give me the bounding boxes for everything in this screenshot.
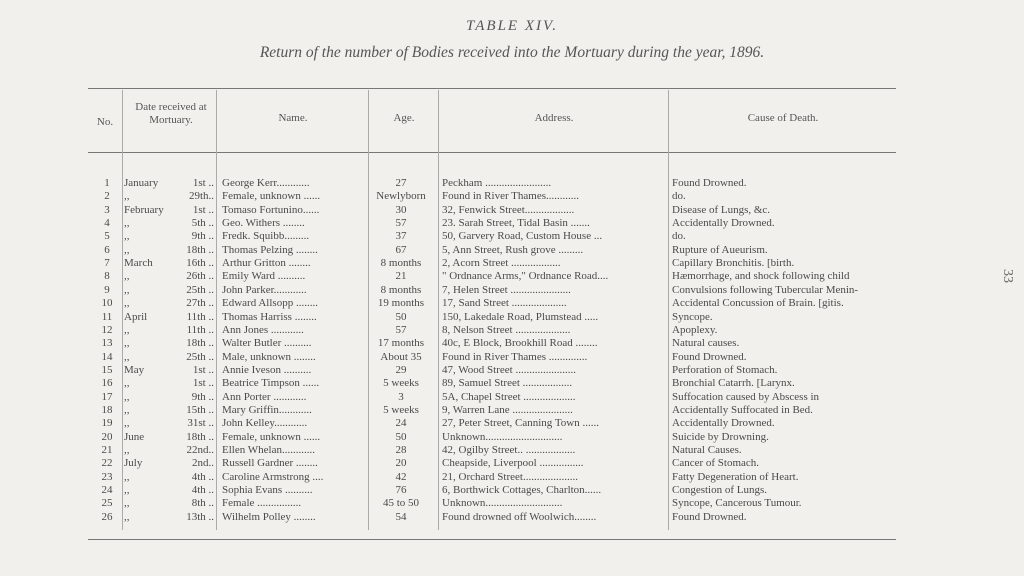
row-cause: Cancer of Stomach. [672, 457, 760, 470]
row-age: 28 [395, 444, 407, 456]
row-number: 2 [104, 190, 110, 203]
row-day: 18th .. [186, 337, 214, 350]
row-month: ,, [124, 497, 130, 510]
row-day: 15th .. [186, 403, 214, 416]
row-cause: Suicide by Drowning. [672, 430, 769, 443]
header-rule [88, 152, 896, 153]
row-age: 8 months [380, 283, 422, 296]
row-address: 8, Nelson Street .................... [442, 323, 571, 336]
header-date: Date received at Mortuary. [135, 101, 207, 126]
row-cause: Natural Causes. [672, 444, 742, 456]
row-cause: Syncope, Cancerous Tumour. [672, 497, 802, 510]
row-number: 13 [101, 337, 113, 350]
row-cause: Perforation of Stomach. [672, 363, 778, 376]
row-month: ,, [124, 444, 130, 456]
row-name: John Kelley............ [222, 417, 308, 430]
page-number: 33 [1000, 269, 1015, 283]
row-name: Ann Porter ............ [222, 390, 307, 403]
row-address: 40c, E Block, Brookhill Road ........ [442, 337, 598, 350]
row-age: 27 [395, 177, 407, 189]
row-age: 21 [395, 270, 407, 283]
row-number: 8 [104, 270, 110, 283]
row-day: 1st .. [192, 177, 214, 189]
row-address: Found in River Thames............ [442, 190, 579, 203]
row-age: 37 [395, 230, 407, 243]
row-age: 57 [395, 217, 407, 230]
row-name: Russell Gardner ........ [222, 457, 318, 470]
row-number: 26 [101, 510, 113, 523]
table-row [0, 511, 1024, 526]
row-day: 16th .. [186, 257, 214, 270]
row-cause: do. [672, 190, 686, 203]
row-name: Edward Allsopp ........ [222, 297, 318, 310]
row-address: 23. Sarah Street, Tidal Basin ....... [442, 217, 590, 230]
row-number: 25 [101, 497, 113, 510]
row-month: ,, [124, 270, 130, 283]
row-age: 8 months [380, 257, 422, 270]
row-address: 7, Helen Street ...................... [442, 283, 571, 296]
row-address: 27, Peter Street, Canning Town ...... [442, 417, 599, 430]
row-day: 1st .. [192, 377, 214, 390]
row-address: Peckham ........................ [442, 177, 552, 189]
row-day: 31st .. [187, 417, 214, 430]
row-address: 89, Samuel Street .................. [442, 377, 573, 390]
row-cause: Natural causes. [672, 337, 740, 350]
row-name: Ellen Whelan............ [222, 444, 315, 456]
row-age: 5 weeks [383, 403, 419, 416]
row-day: 27th .. [186, 297, 214, 310]
row-name: Thomas Pelzing ........ [222, 243, 318, 256]
row-address: 42, Ogilby Street.. .................. [442, 444, 576, 456]
row-address: Found drowned off Woolwich........ [442, 510, 597, 523]
row-number: 15 [101, 363, 113, 376]
row-number: 20 [101, 430, 113, 443]
row-cause: Accidental Concussion of Brain. [gitis. [672, 297, 844, 310]
row-cause: Capillary Bronchitis. [birth. [672, 257, 795, 270]
row-name: George Kerr............ [222, 177, 310, 189]
row-number: 7 [104, 257, 110, 270]
row-age: 45 to 50 [382, 497, 420, 510]
row-address: Cheapside, Liverpool ................ [442, 457, 584, 470]
row-month: June [124, 430, 145, 443]
row-name: Female, unknown ...... [222, 190, 321, 203]
row-name: Female ................ [222, 497, 302, 510]
row-cause: Disease of Lungs, &c. [672, 203, 771, 216]
row-number: 6 [104, 243, 110, 256]
row-age: 54 [395, 510, 407, 523]
row-number: 22 [101, 457, 113, 470]
row-name: Female, unknown ...... [222, 430, 321, 443]
row-age: Newlyborn [376, 190, 426, 203]
header-name: Name. [278, 112, 308, 124]
row-name: Wilhelm Polley ........ [222, 510, 316, 523]
row-name: Male, unknown ........ [222, 350, 316, 363]
row-cause: do. [672, 230, 686, 243]
row-address: Unknown............................ [442, 430, 563, 443]
row-month: May [124, 363, 145, 376]
row-day: 4th .. [191, 484, 214, 497]
row-age: 50 [395, 430, 407, 443]
header-no: No. [96, 116, 114, 128]
row-age: 3 [398, 390, 404, 403]
bottom-rule [88, 539, 896, 540]
row-address: 150, Lakedale Road, Plumstead ..... [442, 310, 599, 323]
header-address: Address. [534, 112, 574, 124]
row-day: 18th .. [186, 243, 214, 256]
row-address: " Ordnance Arms," Ordnance Road.... [442, 270, 609, 283]
row-name: Caroline Armstrong .... [222, 470, 324, 483]
row-day: 25th .. [186, 283, 214, 296]
row-number: 9 [104, 283, 110, 296]
row-age: 5 weeks [383, 377, 419, 390]
row-number: 23 [101, 470, 113, 483]
row-day: 18th .. [186, 430, 214, 443]
row-cause: Accidentally Suffocated in Bed. [672, 403, 813, 416]
row-cause: Congestion of Lungs. [672, 484, 768, 497]
row-month: ,, [124, 323, 130, 336]
header-cause: Cause of Death. [747, 112, 819, 124]
row-name: Walter Butler .......... [222, 337, 312, 350]
row-name: Fredk. Squibb......... [222, 230, 310, 243]
row-day: 11th .. [186, 310, 214, 323]
header-age: Age. [393, 112, 415, 124]
row-address: 6, Borthwick Cottages, Charlton...... [442, 484, 602, 497]
row-cause: Accidentally Drowned. [672, 217, 775, 230]
row-number: 14 [101, 350, 113, 363]
row-month: ,, [124, 283, 130, 296]
row-name: Annie Iveson .......... [222, 363, 312, 376]
row-address: Found in River Thames .............. [442, 350, 588, 363]
row-address: 5, Ann Street, Rush grove ......... [442, 243, 584, 256]
row-name: Arthur Gritton ........ [222, 257, 311, 270]
row-month: March [124, 257, 153, 270]
row-age: 29 [395, 363, 407, 376]
row-day: 29th.. [188, 190, 214, 203]
row-name: Emily Ward .......... [222, 270, 306, 283]
row-month: ,, [124, 190, 130, 203]
row-number: 10 [101, 297, 113, 310]
row-cause: Fatty Degeneration of Heart. [672, 470, 799, 483]
row-cause: Found Drowned. [672, 177, 747, 189]
row-age: 17 months [377, 337, 425, 350]
row-number: 1 [104, 177, 110, 189]
row-number: 19 [101, 417, 113, 430]
row-day: 1st .. [192, 203, 214, 216]
row-day: 8th .. [191, 497, 214, 510]
row-address: 21, Orchard Street.................... [442, 470, 578, 483]
row-day: 9th .. [191, 230, 214, 243]
row-day: 1st .. [192, 363, 214, 376]
row-number: 18 [101, 403, 113, 416]
row-day: 11th .. [186, 323, 214, 336]
row-cause: Hæmorrhage, and shock following child [672, 270, 850, 283]
row-day: 5th .. [191, 217, 214, 230]
row-name: Mary Griffin............ [222, 403, 312, 416]
row-day: 2nd.. [192, 457, 214, 470]
row-cause: Convulsions following Tubercular Menin- [672, 283, 859, 296]
row-address: 50, Garvery Road, Custom House ... [442, 230, 603, 243]
row-name: Beatrice Timpson ...... [222, 377, 320, 390]
row-name: Thomas Harriss ........ [222, 310, 317, 323]
row-month: February [124, 203, 164, 216]
row-number: 12 [101, 323, 113, 336]
row-day: 26th .. [186, 270, 214, 283]
row-cause: Accidentally Drowned. [672, 417, 775, 430]
row-month: July [124, 457, 143, 470]
row-name: John Parker............ [222, 283, 307, 296]
row-age: 42 [395, 470, 407, 483]
row-day: 25th .. [186, 350, 214, 363]
top-rule [88, 88, 896, 89]
row-month: January [124, 177, 159, 189]
row-day: 4th .. [191, 470, 214, 483]
row-day: 13th .. [186, 510, 214, 523]
row-cause: Found Drowned. [672, 510, 747, 523]
row-month: ,, [124, 390, 130, 403]
row-name: Ann Jones ............ [222, 323, 304, 336]
row-address: Unknown............................ [442, 497, 563, 510]
row-month: ,, [124, 230, 130, 243]
row-month: ,, [124, 403, 130, 416]
row-age: 20 [395, 457, 407, 470]
row-address: 9, Warren Lane ...................... [442, 403, 573, 416]
row-cause: Apoplexy. [672, 323, 718, 336]
row-age: 57 [395, 323, 407, 336]
row-number: 5 [104, 230, 110, 243]
row-month: April [124, 310, 148, 323]
row-address: 2, Acorn Street .................. [442, 257, 561, 270]
row-address: 5A, Chapel Street ................... [442, 390, 576, 403]
table-subtitle: Return of the number of Bodies received into the Mortuary during the year, 1896. [259, 44, 765, 61]
row-age: 19 months [377, 297, 425, 310]
row-name: Tomaso Fortunino...... [222, 203, 320, 216]
row-month: ,, [124, 217, 130, 230]
table-title: TABLE XIV. [466, 18, 558, 34]
row-month: ,, [124, 297, 130, 310]
row-number: 3 [104, 203, 110, 216]
row-address: 17, Sand Street .................... [442, 297, 567, 310]
row-month: ,, [124, 337, 130, 350]
row-address: 47, Wood Street ...................... [442, 363, 576, 376]
row-age: About 35 [380, 350, 422, 363]
row-month: ,, [124, 243, 130, 256]
row-number: 11 [101, 310, 113, 323]
row-name: Sophia Evans .......... [222, 484, 313, 497]
row-month: ,, [124, 350, 130, 363]
row-age: 30 [395, 203, 407, 216]
row-day: 22nd.. [186, 444, 214, 456]
row-number: 16 [101, 377, 113, 390]
row-age: 50 [395, 310, 407, 323]
row-number: 24 [101, 484, 113, 497]
row-month: ,, [124, 377, 130, 390]
row-age: 76 [395, 484, 407, 497]
row-cause: Bronchial Catarrh. [Larynx. [672, 377, 795, 390]
row-cause: Suffocation caused by Abscess in [672, 390, 820, 403]
row-cause: Found Drowned. [672, 350, 747, 363]
row-name: Geo. Withers ........ [222, 217, 305, 230]
row-month: ,, [124, 470, 130, 483]
row-number: 17 [101, 390, 113, 403]
row-month: ,, [124, 510, 130, 523]
row-number: 4 [104, 217, 110, 230]
row-age: 24 [395, 417, 407, 430]
row-address: 32, Fenwick Street.................. [442, 203, 575, 216]
row-cause: Syncope. [672, 310, 713, 323]
row-cause: Rupture of Aueurism. [672, 243, 768, 256]
row-number: 21 [101, 444, 113, 456]
row-month: ,, [124, 417, 130, 430]
row-age: 67 [395, 243, 407, 256]
row-day: 9th .. [191, 390, 214, 403]
row-month: ,, [124, 484, 130, 497]
